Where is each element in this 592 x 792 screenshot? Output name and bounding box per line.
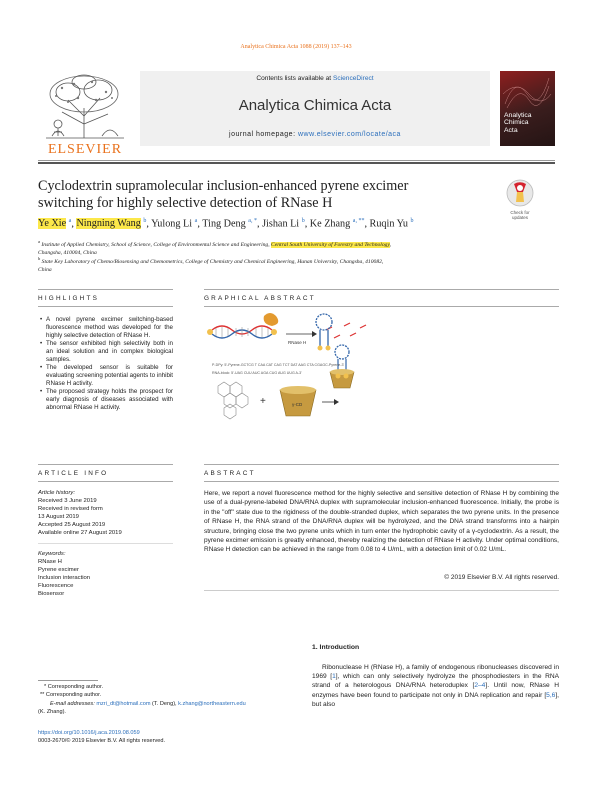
abstract-rule bbox=[204, 481, 559, 482]
abstract-heading: ABSTRACT bbox=[204, 470, 256, 477]
article-history-line: Received 3 June 2019 bbox=[38, 498, 97, 504]
author-affil-mark[interactable]: a, * bbox=[248, 218, 257, 224]
footnote-corresponding-2: ** Corresponding author. bbox=[40, 692, 102, 698]
highlights-rule bbox=[38, 306, 173, 307]
keyword: Fluorescence bbox=[38, 583, 74, 589]
citation-link[interactable]: 2–4 bbox=[474, 682, 486, 690]
intro-text: ]. Until now, RNase H enzymes have been found to participate not only in DNA replication and repair [ bbox=[312, 682, 559, 699]
introduction-text bbox=[312, 663, 559, 709]
rnase-h-enzyme bbox=[264, 313, 279, 326]
reaction-arrow bbox=[322, 399, 339, 405]
email-label: E-mail addresses: bbox=[50, 701, 97, 707]
sciencedirect-link[interactable]: ScienceDirect bbox=[332, 75, 374, 82]
plus-sign-icon: + bbox=[260, 396, 266, 407]
crossmark-caption: Check for updates bbox=[510, 210, 530, 220]
author-name[interactable]: Ye Xie bbox=[38, 218, 67, 230]
section-heading-introduction: 1. Introduction bbox=[312, 644, 360, 651]
author-name[interactable]: Ke Zhang bbox=[309, 218, 351, 230]
contents-line bbox=[140, 75, 490, 82]
footnote-email-owner: (K. Zhang). bbox=[38, 709, 66, 715]
keyword: Inclusion interaction bbox=[38, 575, 91, 581]
intro-text: ], but also bbox=[312, 691, 559, 708]
article-title bbox=[38, 178, 468, 212]
article-history-heading: Article history: bbox=[38, 490, 75, 496]
keywords-rule bbox=[38, 543, 173, 544]
journal-masthead bbox=[140, 71, 490, 146]
cover-title bbox=[504, 112, 532, 135]
masthead-divider-thin bbox=[38, 160, 555, 161]
cover-art bbox=[503, 74, 552, 112]
keyword: Biosensor bbox=[38, 591, 65, 597]
author-affil-mark[interactable]: a bbox=[68, 218, 72, 224]
footnote-emails bbox=[50, 701, 310, 709]
cyclodextrin-structure bbox=[218, 382, 248, 419]
author-name[interactable]: Ting Deng bbox=[202, 218, 246, 230]
article-history-line: Available online 27 August 2019 bbox=[38, 530, 122, 536]
affil-highlight: Central South University of Forestry and Technology bbox=[271, 241, 390, 248]
citation-link[interactable]: 5,6 bbox=[546, 691, 556, 699]
graphical-abstract-figure[interactable] bbox=[204, 312, 559, 442]
keyword: Pyrene excimer bbox=[38, 567, 79, 573]
keywords-heading: Keywords: bbox=[38, 551, 66, 557]
footnote-corresponding-1: * Corresponding author. bbox=[44, 684, 104, 690]
author-name[interactable]: Jishan Li bbox=[262, 218, 300, 230]
email-owner: (T. Deng), bbox=[150, 701, 179, 707]
journal-homepage-line bbox=[140, 131, 490, 138]
running-head[interactable]: Analytica Chimica Acta 1088 (2019) 137–143 bbox=[240, 44, 352, 50]
email-link[interactable]: mzri_dt@hotmail.com bbox=[96, 701, 151, 707]
affil-text: Changsha, 410004, China bbox=[38, 249, 97, 256]
affil-mark: a bbox=[38, 239, 40, 244]
affil-mark: b bbox=[38, 256, 41, 261]
highlight-item: • A novel pyrene excimer switching-based fluorescence method was developed for the highly selective detection of RNase H. bbox=[40, 316, 173, 340]
graphical-abstract-rule bbox=[204, 306, 559, 307]
homepage-prefix: journal homepage: bbox=[229, 131, 298, 138]
copyright-line: © 2019 Elsevier B.V. All rights reserved. bbox=[444, 574, 559, 581]
article-info-rule bbox=[38, 481, 173, 482]
intro-text: ], which can only selectively hydrolyze the phosphodiesters in the RNA strand of a heterologous DNA/RNA heteroduplex [ bbox=[312, 673, 559, 690]
doi-link[interactable]: https://doi.org/10.1016/j.aca.2019.08.059 bbox=[38, 730, 140, 736]
author-name[interactable]: Ningning Wang bbox=[76, 218, 141, 230]
keywords bbox=[38, 550, 90, 598]
dna-rna-duplex bbox=[207, 326, 277, 338]
abstract-text: Here, we report a novel fluorescence method for the highly selective and sensitive detection of RNase H by combining the use of a dual-pyrene-labeled DNA/RNA duplex with supramolecular inclusion-enhanced fluorescence. Initially, the probe is in the "off" state due to the rigidness of the double-stranded duplex, which separates the two pyrene units. In the presence of RNase H, the RNA strand of the DNA/RNA duplex will be hydrolyzed, and the DNA strand transforms into a hairpin structure, bringing close the two pyrene units which in turn enter the hydrophobic cavity of a γ-cyclodextrin. As a result, the pyrene excimer emission is greatly enhanced, thereby realizing the detection of RNase H activity. Under optimal conditions, RNase H detection can be achieved in the range from 0.08 to 4 U/mL, with a detection limit of 0.02 U/mL. bbox=[204, 490, 559, 554]
article-history bbox=[38, 489, 122, 537]
highlights-heading: HIGHLIGHTS bbox=[38, 295, 100, 302]
article-title-line: Cyclodextrin supramolecular inclusion-enhanced pyrene excimer bbox=[38, 178, 409, 194]
cover-title-line: Acta bbox=[504, 126, 518, 134]
author-list: Ye Xie $^a$, Ningning Wang $^b$, Yulong Li $^a$, Ting Deng $^{a, *}$, Jishan Li $^b$, Ke Zhang $^{a, **}$, Ruqin Yu $^b$ bbox=[38, 218, 414, 230]
journal-name: Analytica Chimica Acta bbox=[238, 97, 392, 114]
affil-text: , bbox=[389, 241, 392, 248]
affil-text: China bbox=[38, 266, 52, 273]
article-history-line: 13 August 2019 bbox=[38, 514, 79, 520]
highlight-item: • The proposed strategy holds the prospect for early diagnosis of diseases associated with abnormal RNase H activity. bbox=[40, 388, 173, 412]
footnote-rule bbox=[38, 680, 98, 681]
gamma-cd-cone bbox=[280, 386, 316, 416]
affil-text: State Key Laboratory of Chemo/Biosensing and Chemometrics, College of Chemistry and Chemical Engineering, Hunan University, Changsha, 410082, bbox=[41, 258, 384, 265]
homepage-link[interactable]: www.elsevier.com/locate/aca bbox=[297, 131, 401, 138]
citation-link[interactable]: 1 bbox=[332, 673, 336, 681]
abstract-rule bbox=[204, 464, 559, 465]
crossmark-icon[interactable] bbox=[505, 178, 535, 208]
dna-hairpin bbox=[316, 314, 332, 351]
masthead-divider-thick bbox=[38, 162, 555, 164]
article-title-line: switching for highly selective detection of RNase H bbox=[38, 195, 333, 211]
issn-copyright: 0003-2670/© 2019 Elsevier B.V. All rights reserved. bbox=[38, 738, 166, 744]
highlights-list bbox=[40, 316, 173, 412]
reaction-arrow bbox=[286, 331, 317, 337]
cd-label: γ-CD bbox=[292, 402, 303, 407]
elsevier-tree-logo bbox=[38, 72, 132, 140]
highlight-item: • The sensor exhibited high selectivity both in an ideal solution and in complex biological samples. bbox=[40, 340, 173, 364]
email-link[interactable]: k.zhang@northeastern.edu bbox=[178, 701, 246, 707]
author-name[interactable]: Ruqin Yu bbox=[369, 218, 408, 230]
article-history-line: Accepted 25 August 2019 bbox=[38, 522, 106, 528]
graphical-abstract-rule bbox=[204, 289, 559, 290]
author-affil-mark[interactable]: b bbox=[301, 218, 305, 224]
journal-cover-thumbnail[interactable] bbox=[500, 71, 555, 146]
article-info-rule bbox=[38, 464, 173, 465]
author-affil-mark[interactable]: b bbox=[410, 218, 414, 224]
author-name[interactable]: Yulong Li bbox=[151, 218, 193, 230]
highlight-item: • The developed sensor is suitable for evaluating screening potential agents to inhibit RNase H activity. bbox=[40, 364, 173, 388]
cover-title-line: Analytica bbox=[504, 111, 532, 119]
keyword: RNase H bbox=[38, 559, 62, 565]
author-affil-mark[interactable]: b bbox=[143, 218, 147, 224]
contents-prefix: Contents lists available at bbox=[256, 75, 333, 82]
highlights-rule bbox=[38, 289, 173, 290]
rna-sequence-label: RNA-block: 5'-UAG CUU AUC AGA CUG AUG UUG A-3' bbox=[212, 371, 302, 375]
author-affil-mark[interactable]: a bbox=[194, 218, 198, 224]
publisher-wordmark: ELSEVIER bbox=[47, 142, 123, 157]
probe-sequence-label: P-DPy: 5'-Pyrene-GCTCG T CAA CAT CAG TCT DAT AAG CTA CGAGC-Pyrene-3' bbox=[212, 363, 345, 367]
arrow-label: RNase H bbox=[288, 340, 307, 345]
affil-text: Institute of Applied Chemistry, School of Science, College of Environmental Science and Engineering, bbox=[41, 241, 272, 248]
cover-title-line: Chimica bbox=[504, 119, 529, 126]
graphical-abstract-heading: GRAPHICAL ABSTRACT bbox=[204, 295, 316, 302]
article-history-line: Received in revised form bbox=[38, 506, 103, 512]
article-info-heading: ARTICLE INFO bbox=[38, 470, 109, 477]
affiliation-b bbox=[38, 255, 508, 274]
abstract-end-rule bbox=[204, 590, 559, 591]
intro-text: Ribonuclease H (RNase H), a family of endogenous ribonucleases discovered in 1969 [ bbox=[312, 664, 559, 681]
author-affil-mark[interactable]: a, ** bbox=[352, 218, 365, 224]
